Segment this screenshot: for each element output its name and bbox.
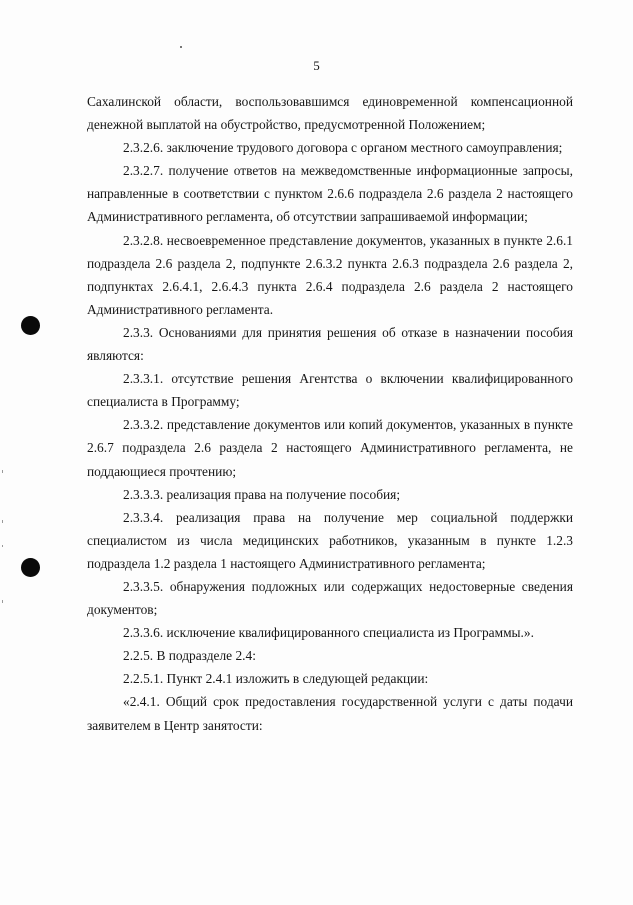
- paragraph: 2.3.3.6. исключение квалифицированного специалиста из Программы.».: [123, 625, 534, 641]
- paragraph: 2.2.5. В подразделе 2.4:: [123, 648, 256, 664]
- scan-edge-mark: [2, 470, 3, 473]
- punch-hole-bottom: [21, 558, 40, 577]
- page-number: 5: [313, 58, 320, 73]
- paragraph: 2.3.2.7. получение ответов на межведомственные информационные запросы, направленные в соответствии с пунктом 2.6.6 подраздела 2.6 раздела 2 настоящего Административного регламента, об отсутствии запрашиваемой информации;: [87, 163, 573, 225]
- document-body: [87, 90, 573, 737]
- paragraph: 2.3.3. Основаниями для принятия решения об отказе в назначении пособия являются:: [87, 324, 573, 364]
- paragraph: 2.3.3.5. обнаружения подложных или содержащих недостоверные сведения документов;: [87, 578, 573, 618]
- paragraph: 2.3.2.6. заключение трудового договора с органом местного самоуправления;: [123, 140, 563, 156]
- scan-edge-mark: [2, 545, 3, 547]
- paragraph: 2.3.3.1. отсутствие решения Агентства о включении квалифицированного специалиста в Программу;: [87, 371, 573, 410]
- punch-hole-top: [21, 316, 40, 335]
- paragraph: 2.2.5.1. Пункт 2.4.1 изложить в следующей редакции:: [123, 671, 429, 687]
- paragraph: 2.3.3.3. реализация права на получение пособия;: [123, 486, 401, 502]
- paragraph: «2.4.1. Общий срок предоставления государственной услуги с даты подачи заявителем в Центр занятости:: [87, 694, 573, 733]
- scan-speck: [180, 46, 182, 48]
- paragraph: 2.3.3.4. реализация права на получение мер социальной поддержки специалистом из числа медицинских работников, указанным в пункте 1.2.3 подраздела 1.2 раздела 1 настоящего Административного регламента;: [87, 509, 573, 571]
- paragraph: Сахалинской области, воспользовавшимся единовременной компенсационной денежной выплатой на обустройство, предусмотренной Положением;: [87, 94, 573, 133]
- paragraph: 2.3.3.2. представление документов или копий документов, указанных в пункте 2.6.7 подраздела 2.6 раздела 2 настоящего Административного регламента, не поддающиеся прочтению;: [87, 417, 573, 479]
- scan-edge-mark: [2, 600, 3, 603]
- scan-edge-mark: [2, 520, 3, 523]
- paragraph: 2.3.2.8. несвоевременное представление документов, указанных в пункте 2.6.1 подраздела 2.6 раздела 2, подпункте 2.6.3.2 пункта 2.6.3 подраздела 2.6 раздела 2, подпунктах 2.6.4.1, 2.6.4.3 пункта 2.6.4 подраздела 2.6 раздела 2 настоящего Административного регламента.: [87, 232, 573, 317]
